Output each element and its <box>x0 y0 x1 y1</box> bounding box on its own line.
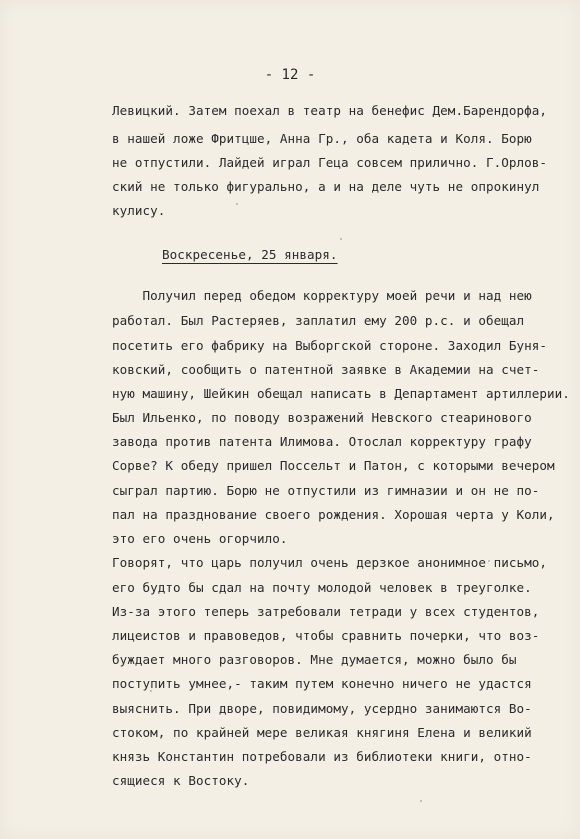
text-line: пал на празднование своего рождения. Хорошая черта у Коли, <box>112 507 555 522</box>
text-line: работал. Был Растеряев, заплатил ему 200 р.с. и обещал <box>112 313 525 328</box>
text-line: сящиеся к Востоку. <box>112 773 250 788</box>
text-line: посетить его фабрику на Выборгской стороне. Заходил Буня- <box>112 338 548 353</box>
text-line: Сорве? К обеду пришел Поссельт и Патон, с которыми вечером <box>112 458 555 473</box>
text-line: сыграл партию. Борю не отпустили из гимназии и он не по- <box>112 483 540 498</box>
text-line: завода против патента Илимова. Отослал корректуру графу <box>112 434 532 449</box>
text-line: ковский, сообщить о патентной заявке в Академии на счет- <box>112 362 540 377</box>
text-line: буждает много разговоров. Мне думается, можно было бы <box>112 652 517 667</box>
paper-speck <box>150 690 152 692</box>
text-line: ский не только фигурально, а и на деле чуть не опрокинул <box>112 179 540 194</box>
text-line: это его очень огорчило. <box>112 531 288 546</box>
text-line: кулису. <box>112 203 166 218</box>
text-line: Получил перед обедом корректуру моей речи и над нею <box>112 288 532 303</box>
text-line: Был Ильенко, по поводу возражений Невского стеаринового <box>112 410 532 425</box>
paper-speck <box>340 238 342 240</box>
page-number: - 12 - <box>264 67 316 83</box>
paper-speck <box>488 560 490 562</box>
text-line: Левицкий. Затем поехал в театр на бенефис Дем.Барендорфа, <box>112 103 548 118</box>
text-line: в нашей ложе Фритцше, Анна Гр., оба кадета и Коля. Борю <box>112 131 532 146</box>
text-line: ную машину, Шейкин обещал написать в Департамент артиллерии. <box>112 386 570 401</box>
text-line: поступить умнее,- таким путем конечно ничего не удастся <box>112 676 532 691</box>
text-line: князь Константин потребовали из библиотеки книги, отно- <box>112 749 532 764</box>
paper-speck <box>420 800 422 802</box>
paper-speck <box>236 203 238 205</box>
text-line: Из-за этого теперь затребовали тетради у всех студентов, <box>112 604 540 619</box>
text-line: Говорят, что царь получил очень дерзкое анонимное письмо, <box>112 555 548 570</box>
text-line: лицеистов и правоведов, чтобы сравнить почерки, что воз- <box>112 628 540 643</box>
date-heading: Воскресенье, 25 января. <box>162 247 338 262</box>
text-line: его будто бы сдал на почту молодой человек в треуголке. <box>112 580 532 595</box>
text-line: стоком, по крайней мере великая княгиня Елена и великий <box>112 725 532 740</box>
text-line: не отпустили. Лайдей играл Геца совсем прилично. Г.Орлов- <box>112 155 548 170</box>
text-line: выяснить. При дворе, повидимому, усердно занимаются Во- <box>112 701 532 716</box>
